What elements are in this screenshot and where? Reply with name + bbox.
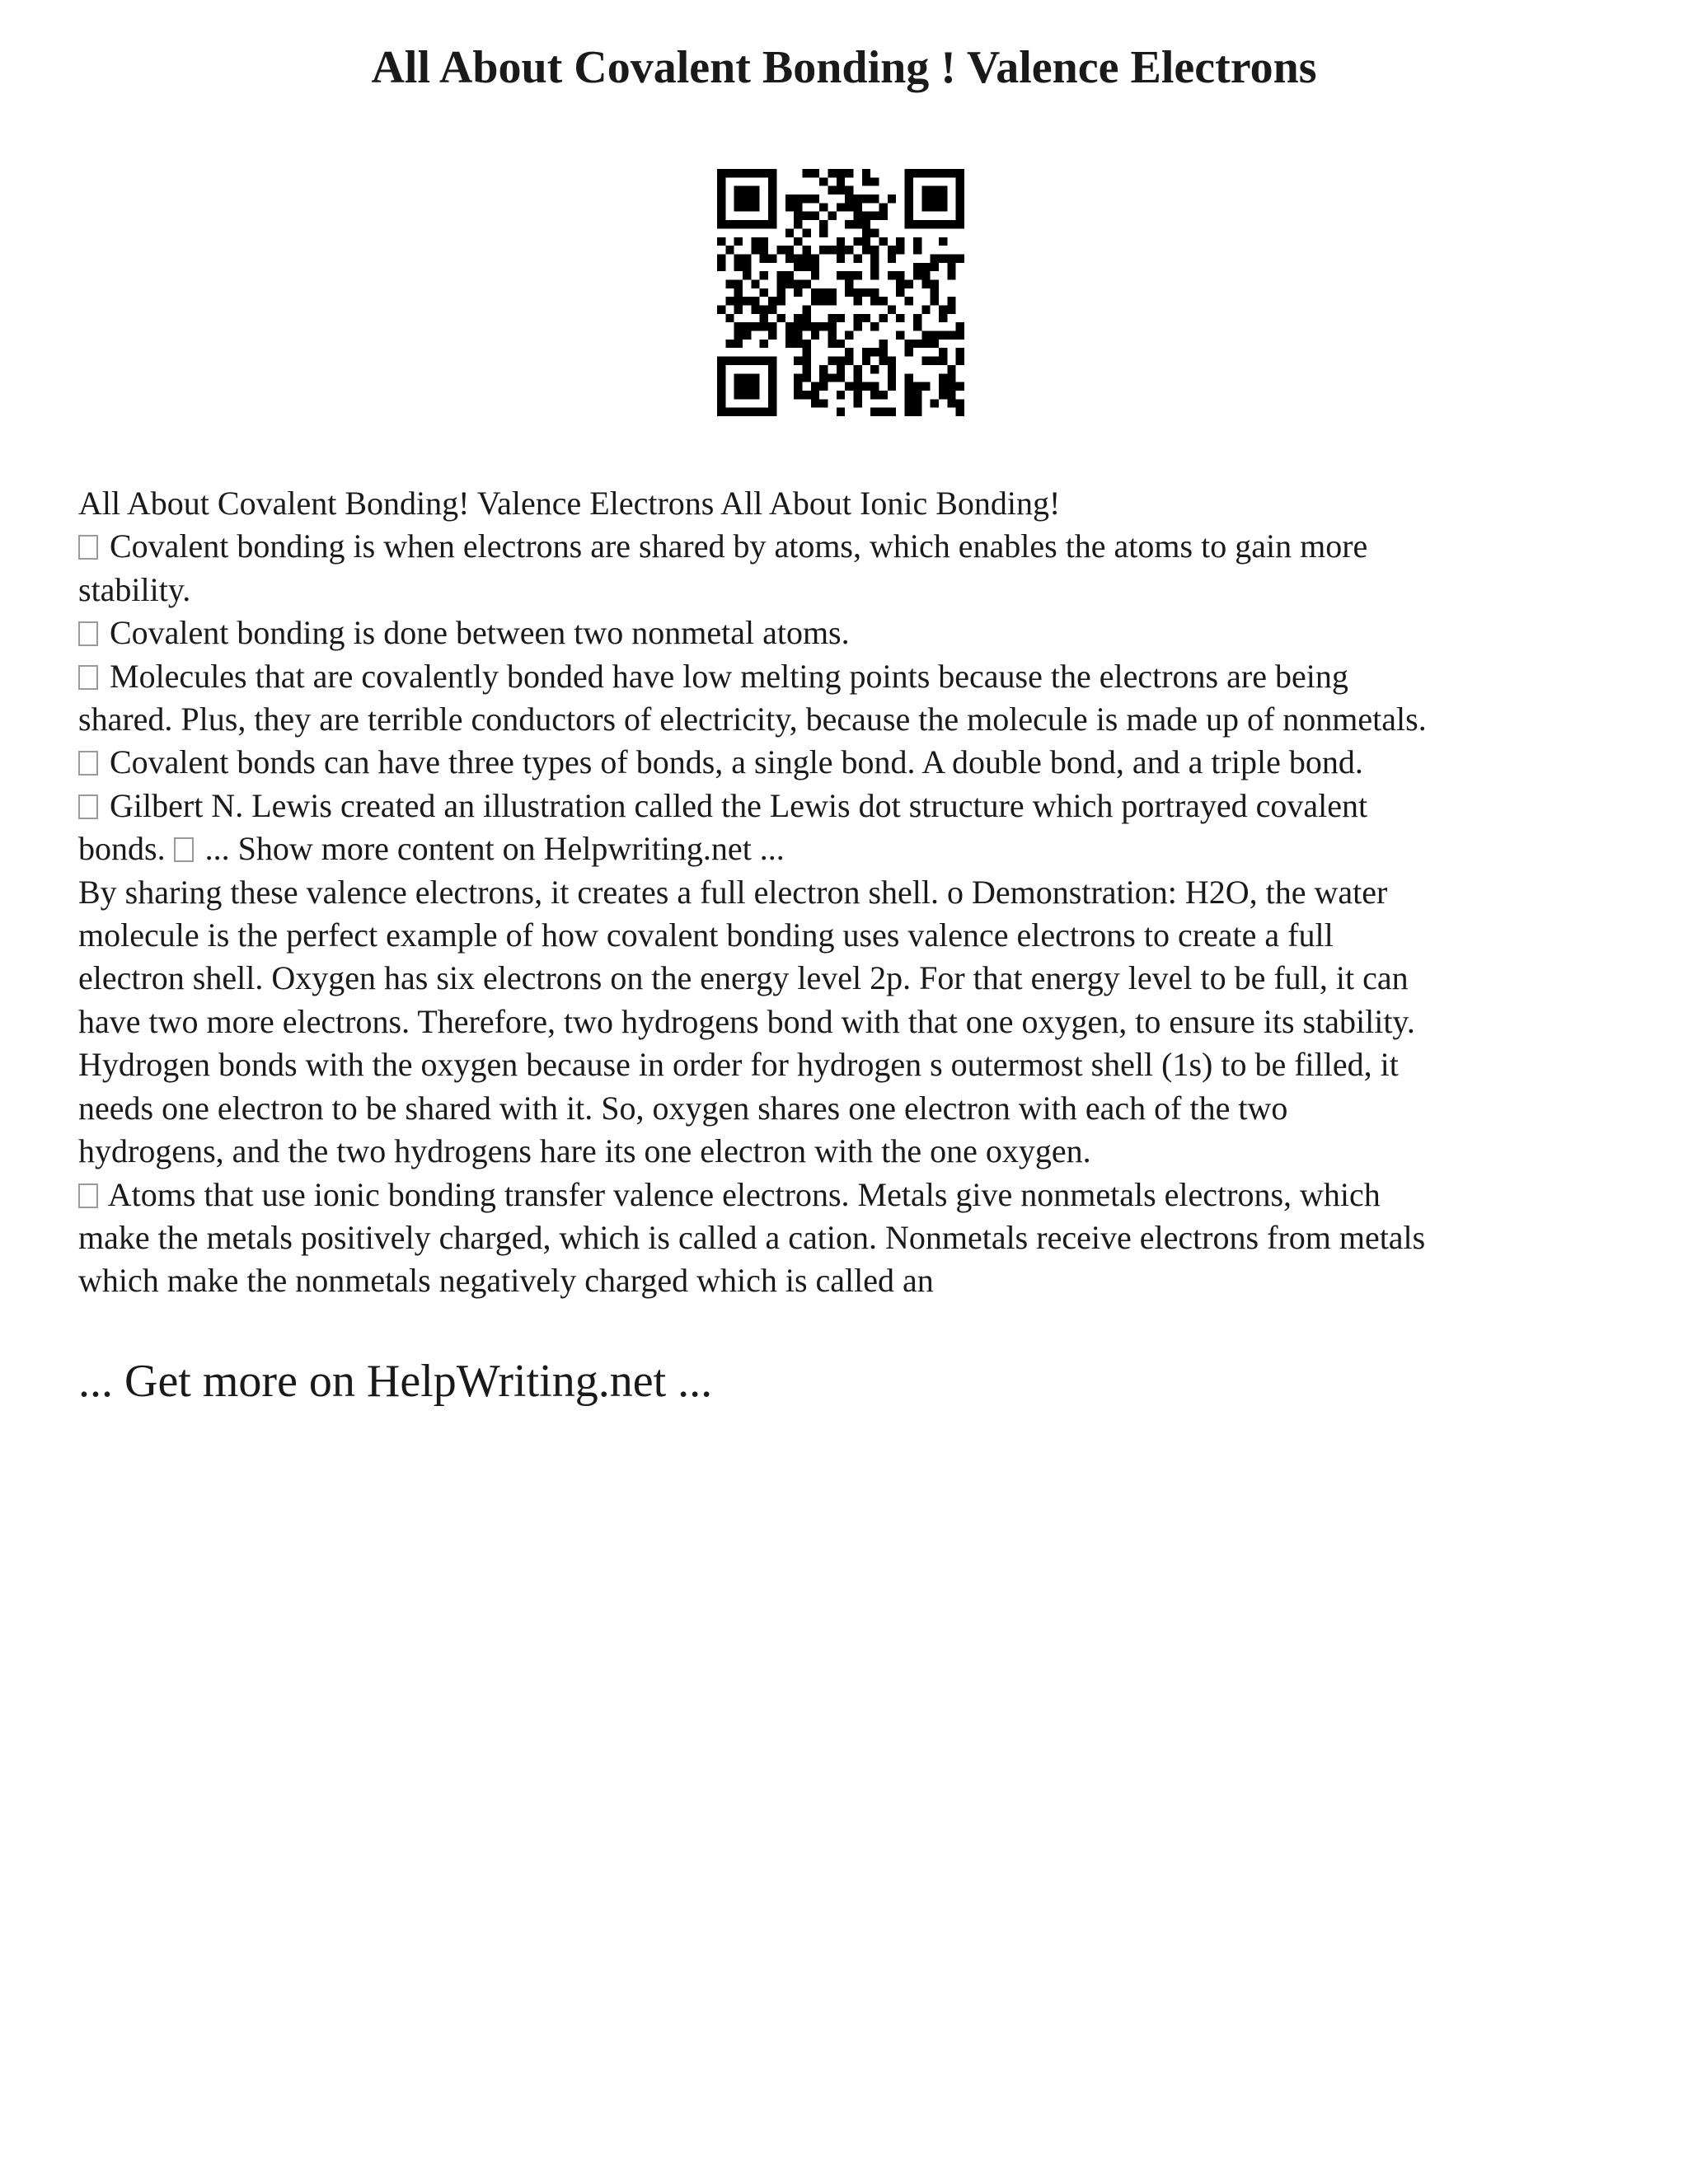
text-line-content: Molecules that are covalently bonded have low melting points because the electrons are being	[110, 657, 1348, 695]
text-line-content: Gilbert N. Lewis created an illustration called the Lewis dot structure which portrayed covalent	[110, 786, 1368, 824]
qr-code-icon	[717, 169, 964, 416]
text-line	[78, 741, 1628, 784]
missing-glyph-box-icon	[78, 621, 98, 646]
text-line	[78, 1216, 1628, 1259]
missing-glyph-box-icon	[78, 751, 98, 776]
text-line	[78, 914, 1628, 957]
text-line-content: By sharing these valence electrons, it creates a full electron shell. o Demonstration: H2O, the water	[78, 873, 1388, 911]
text-line-content: hydrogens, and the two hydrogens hare its one electron with the one oxygen.	[78, 1132, 1091, 1170]
text-line	[78, 1130, 1628, 1173]
missing-glyph-box-icon	[78, 794, 98, 819]
text-line-content: have two more electrons. Therefore, two hydrogens bond with that one oxygen, to ensure its stability.	[78, 1002, 1415, 1040]
text-line-content: molecule is the perfect example of how covalent bonding uses valence electrons to create a full	[78, 916, 1334, 954]
text-line-content: shared. Plus, they are terrible conductors of electricity, because the molecule is made up of nonmetals.	[78, 701, 1427, 738]
missing-glyph-box-icon	[78, 535, 98, 560]
text-line	[78, 698, 1628, 741]
text-line-content: which make the nonmetals negatively charged which is called an	[78, 1262, 934, 1300]
text-line-content: Covalent bonds can have three types of bonds, a single bond. A double bond, and a triple bond.	[110, 743, 1363, 781]
text-line	[78, 871, 1628, 914]
text-line	[78, 569, 1628, 612]
text-line	[78, 785, 1628, 827]
page-title: All About Covalent Bonding ! Valence Electrons	[371, 42, 1317, 93]
show-more-link[interactable]: ... Show more content on Helpwriting.net ...	[204, 830, 785, 868]
missing-glyph-box-icon	[78, 665, 98, 690]
text-line	[78, 1001, 1628, 1043]
text-line	[78, 1087, 1628, 1130]
text-line	[78, 1043, 1628, 1086]
text-line-content: needs one electron to be shared with it. So, oxygen shares one electron with each of the two	[78, 1089, 1288, 1127]
text-line-content: make the metals positively charged, which is called a cation. Nonmetals receive electrons from metals	[78, 1218, 1426, 1256]
text-line-content: stability.	[78, 570, 191, 608]
text-line	[78, 482, 1628, 525]
text-line-content: Covalent bonding is when electrons are shared by atoms, which enables the atoms to gain more	[110, 527, 1368, 565]
text-line	[78, 1259, 1628, 1302]
text-line	[78, 612, 1628, 654]
text-line-content: Hydrogen bonds with the oxygen because in order for hydrogen s outermost shell (1s) to be filled, it	[78, 1046, 1399, 1084]
text-line-content: electron shell. Oxygen has six electrons on the energy level 2p. For that energy level to be full, it can	[78, 959, 1409, 997]
text-line	[78, 525, 1628, 568]
text-line	[78, 655, 1628, 698]
text-line-content: All About Covalent Bonding! Valence Electrons All About Ionic Bonding!	[78, 485, 1061, 522]
get-more-link[interactable]: ... Get more on HelpWriting.net ...	[78, 1356, 713, 1407]
text-line-content: Covalent bonding is done between two nonmetal atoms.	[110, 614, 850, 652]
missing-glyph-box-icon	[174, 837, 194, 862]
missing-glyph-box-icon	[78, 1183, 98, 1208]
text-line-content: Atoms that use ionic bonding transfer valence electrons. Metals give nonmetals electrons, which	[107, 1175, 1381, 1213]
text-line-content: bonds.	[78, 830, 166, 868]
document-body	[78, 482, 1628, 1303]
text-line	[78, 957, 1628, 1000]
text-line	[78, 1174, 1628, 1216]
text-line	[78, 827, 1628, 870]
